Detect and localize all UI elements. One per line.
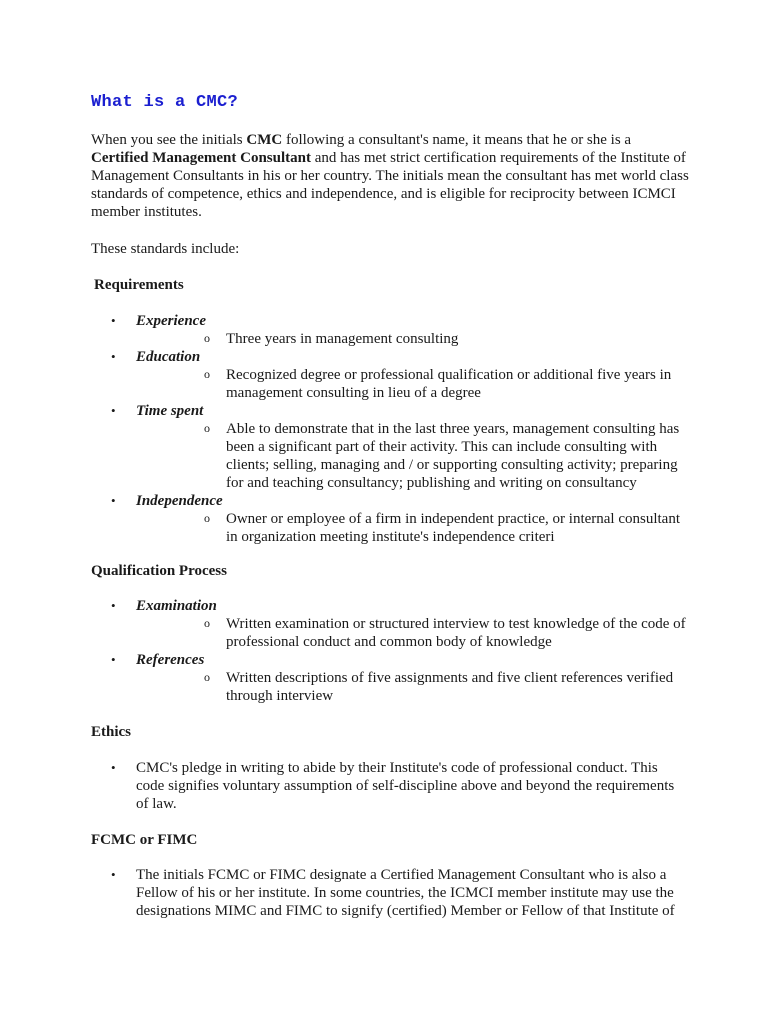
bullet-icon: • [111,867,116,882]
intro-text-3: and has met strict certification requirements of the Institute of Management Consultants in his or her country. The initials mean the consultant has met world class standards of competence, ethics and independence, and is eligible for reciprocity between ICMCI member institutes. [91,150,689,220]
list-item [91,651,701,705]
bullet-icon: • [111,313,116,328]
sub-item-text: Written descriptions of five assignments and five client references verified through interview [226,670,674,704]
requirements-heading: Requirements [94,277,184,293]
list-item [91,402,701,492]
circle-bullet-icon: o [204,421,210,435]
sub-list-item [136,330,701,348]
intro-paragraph [91,131,691,221]
ethics-heading: Ethics [91,724,132,740]
sub-item-text: Three years in management consulting [226,331,459,347]
sub-list-item [136,420,701,492]
item-label: Experience [136,313,206,329]
list-item [91,597,701,651]
sub-list-item [136,366,701,402]
qualification-list [91,597,701,705]
ethics-list [91,759,701,813]
standards-intro: These standards include: [91,241,240,257]
sub-list-item [136,615,701,651]
circle-bullet-icon: o [204,331,210,345]
list-item [91,348,701,402]
sub-item-text: Recognized degree or professional qualification or additional five years in management consulting in lieu of a degree [226,367,672,401]
item-label: Examination [136,598,217,614]
bullet-icon: • [111,493,116,508]
bullet-icon: • [111,598,116,613]
item-label: Time spent [136,403,204,419]
sub-list-item [136,510,701,546]
list-item [91,312,701,348]
ethics-text: CMC's pledge in writing to abide by their Institute's code of professional conduct. This code signifies voluntary assumption of self-discipline above and beyond the requirements of law. [136,760,675,812]
item-label: Education [136,349,201,365]
circle-bullet-icon: o [204,511,210,525]
circle-bullet-icon: o [204,367,210,381]
bullet-icon: • [111,760,116,775]
qualification-heading: Qualification Process [91,563,227,579]
bullet-icon: • [111,349,116,364]
item-label: References [136,652,205,668]
sub-item-text: Written examination or structured interview to test knowledge of the code of professional conduct and common body of knowledge [226,616,686,650]
intro-text-2: following a consultant's name, it means that he or she is a [282,132,632,148]
circle-bullet-icon: o [204,616,210,630]
page-title: What is a CMC? [91,93,239,112]
fcmc-list [91,866,701,920]
fcmc-heading: FCMC or FIMC [91,832,198,848]
list-item [91,866,701,920]
list-item [91,492,701,546]
requirements-list [91,312,701,546]
fcmc-text: The initials FCMC or FIMC designate a Certified Management Consultant who is also a Fellow of his or her institute. In some countries, the ICMCI member institute may use the designations MIMC and FIMC to signify (certified) Member or Fellow of that Institute of [136,867,675,919]
sub-item-text: Able to demonstrate that in the last three years, management consulting has been a significant part of their activity. This can include consulting with clients; selling, managing and / or supporting consulting activity; preparing for and teaching consultancy; publishing and writing on consultancy [226,421,680,491]
list-item [91,759,701,813]
item-label: Independence [136,493,223,509]
bullet-icon: • [111,652,116,667]
sub-list-item [136,669,701,705]
sub-item-text: Owner or employee of a firm in independent practice, or internal consultant in organization meeting institute's independence criteri [226,511,680,545]
intro-text-1: When you see the initials [91,132,247,148]
intro-certified: Certified Management Consultant [91,150,311,166]
bullet-icon: • [111,403,116,418]
intro-cmc: CMC [246,132,283,148]
circle-bullet-icon: o [204,670,210,684]
